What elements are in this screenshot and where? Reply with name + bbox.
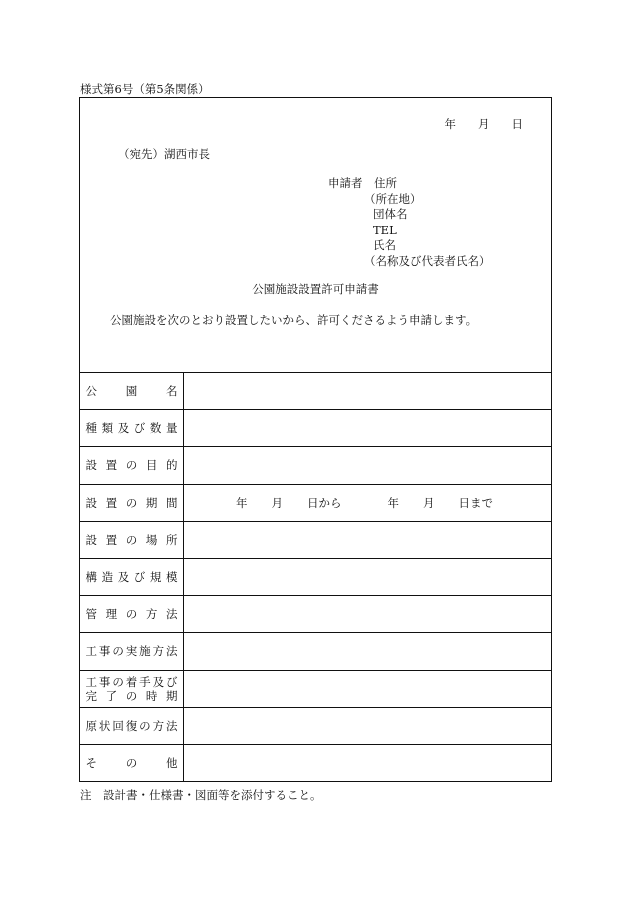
- type-quantity-field[interactable]: [184, 410, 551, 446]
- table-row-management: [80, 596, 551, 633]
- application-statement-section: [80, 98, 551, 373]
- construction-timing-field[interactable]: [184, 671, 551, 707]
- applicant-address-line: [328, 176, 491, 192]
- row-label-line2: 完了の時期: [85, 688, 178, 703]
- construction-method-field[interactable]: [184, 633, 551, 669]
- date-year: 年: [444, 117, 456, 131]
- table-row-period: [80, 485, 551, 522]
- attachment-note: 注 設計書・仕様書・図面等を添付すること。: [80, 788, 322, 802]
- addressee: （宛先）湖西市長: [118, 147, 210, 161]
- form-number-header: 様式第6号（第5条関係）: [80, 82, 210, 96]
- table-row-construction-method: [80, 633, 551, 670]
- applicant-name-note: （名称及び代表者氏名）: [364, 253, 491, 268]
- table-row-location: [80, 522, 551, 559]
- row-label: 設置の目的: [85, 458, 178, 473]
- table-row-type-quantity: [80, 410, 551, 447]
- applicant-label: 申請者: [328, 176, 363, 190]
- applicant-name-label: 氏名: [373, 238, 396, 252]
- date-day: 日: [511, 117, 523, 131]
- document-title: 公園施設設置許可申請書: [252, 282, 379, 296]
- table-row-structure-scale: [80, 559, 551, 596]
- applicant-block: [328, 176, 491, 269]
- applicant-address-label: 住所: [374, 176, 397, 190]
- row-label: 工事の実施方法: [85, 644, 178, 659]
- table-row-other: [80, 745, 551, 782]
- row-label: その他: [85, 756, 178, 771]
- applicant-tel-label: TEL: [373, 222, 397, 237]
- date-line: [445, 116, 524, 132]
- period-text: 年 月 日から 年 月 日まで: [236, 495, 493, 510]
- row-label: 設置の場所: [85, 532, 178, 547]
- details-table: [80, 373, 551, 782]
- management-field[interactable]: [184, 596, 551, 632]
- purpose-field[interactable]: [184, 447, 551, 483]
- applicant-location-label: （所在地）: [364, 191, 422, 206]
- row-label: 管理の方法: [85, 607, 178, 622]
- restoration-field[interactable]: [184, 708, 551, 744]
- row-label: 原状回復の方法: [85, 718, 178, 733]
- date-month: 月: [478, 117, 490, 131]
- table-row-restoration: [80, 708, 551, 745]
- application-body-text: 公園施設を次のとおり設置したいから、許可くださるよう申請します。: [110, 313, 478, 327]
- row-label: 種類及び数量: [85, 421, 178, 436]
- table-row-construction-timing: [80, 671, 551, 708]
- table-row-purpose: [80, 447, 551, 484]
- application-form: [79, 97, 552, 782]
- park-name-field[interactable]: [184, 373, 551, 409]
- location-field[interactable]: [184, 522, 551, 558]
- applicant-org-label: 団体名: [373, 207, 408, 221]
- period-field[interactable]: [184, 485, 551, 521]
- row-label: 構造及び規模: [85, 570, 178, 585]
- structure-scale-field[interactable]: [184, 559, 551, 595]
- row-label: 公園名: [85, 384, 178, 399]
- row-label: 設置の期間: [85, 495, 178, 510]
- other-field[interactable]: [184, 745, 551, 782]
- row-label-line1: 工事の着手及び: [85, 674, 178, 689]
- table-row-park-name: [80, 373, 551, 410]
